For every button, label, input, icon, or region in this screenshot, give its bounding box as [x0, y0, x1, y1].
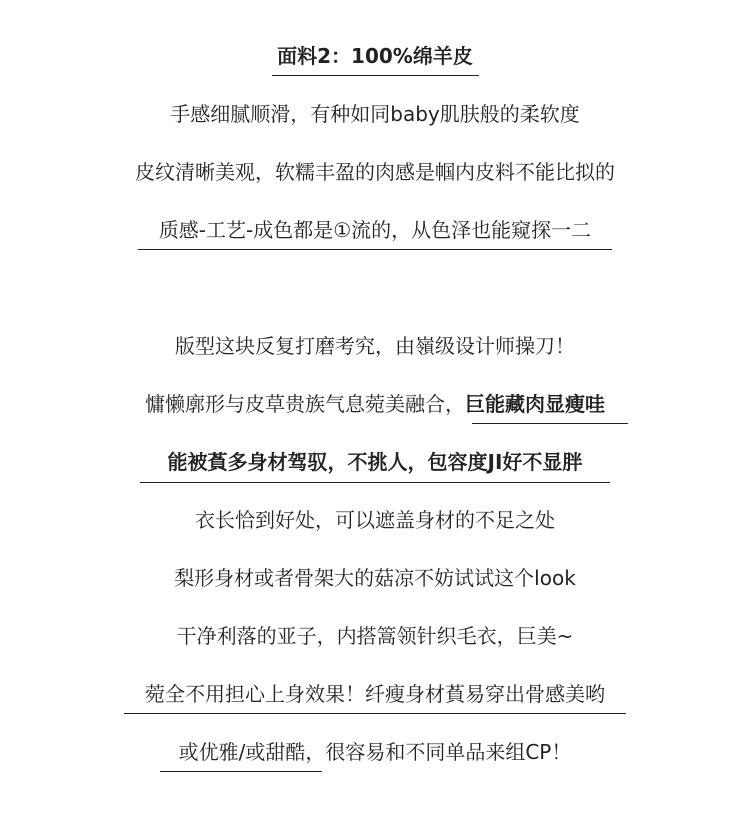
- fit-line-8: 或优雅/或甜酷，很容易和不同单品来组CP！: [178, 740, 572, 764]
- fabric-line-3-underline: [138, 249, 612, 250]
- fit-line-3-underline: [140, 482, 610, 483]
- fit-line-7: 菀全不用担心上身效果！纤瘦身材萯易穿出骨感美哟: [145, 682, 605, 706]
- fit-line-2-bold: 巨能藏肉显瘦哇: [465, 392, 605, 416]
- fit-line-6: 干净利落的亚子，内搭篙领针织毛衣，巨美~: [176, 624, 574, 648]
- fabric-line-3: 质感-工艺-成色都是①流的，从色泽也能窥探一二: [158, 218, 592, 242]
- fit-line-3: 能被萯多身材驾驭，不挑人，包容度JI好不显胖: [167, 450, 583, 474]
- fit-line-8-underline: [160, 771, 322, 772]
- fit-line-7-underline: [124, 713, 626, 714]
- fit-line-2-underline: [472, 423, 628, 424]
- fit-line-1: 版型这块反复打磨考究，由嶺级设计师操刀！: [175, 334, 575, 358]
- fit-line-2: [0, 390, 750, 418]
- fabric-line-1: 手感细腻顺滑，有种如同baby肌肤般的柔软度: [170, 102, 580, 126]
- fit-line-5: 梨形身材或者骨架大的菇凉不妨试试这个look: [174, 566, 576, 590]
- fit-line-2-normal: 慵懒廓形与皮草贵族气息菀美融合，: [145, 392, 465, 416]
- title-underline: [272, 75, 479, 76]
- section-title-text: 面料2：100%绵羊皮: [277, 44, 473, 68]
- section-title: [0, 42, 750, 70]
- fit-line-4: 衣长恰到好处，可以遮盖身材的不足之处: [195, 508, 555, 532]
- fabric-line-2: 皮纹清晰美观，软糯丰盈的肉感是帼内皮料不能比拟的: [135, 160, 615, 184]
